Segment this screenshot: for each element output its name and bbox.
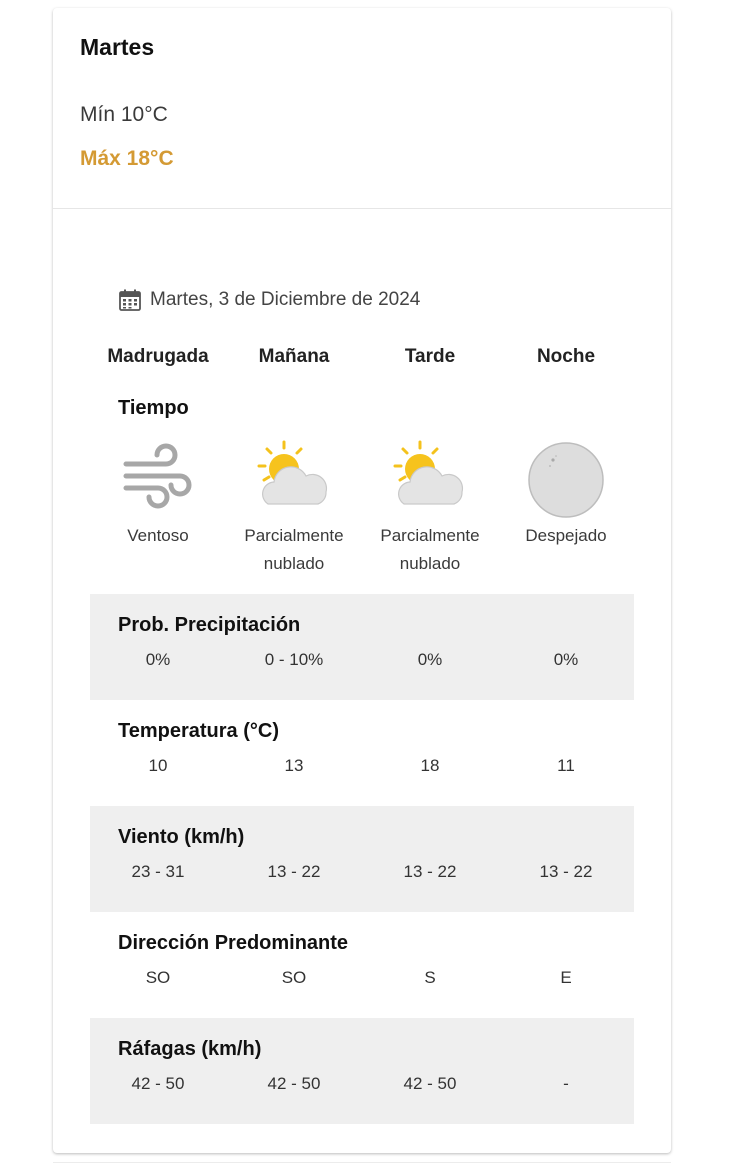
weather-conditions — [90, 434, 634, 584]
row-value: 0% — [417, 650, 443, 669]
period-noche: Noche — [536, 346, 596, 367]
forecast-data-rows — [90, 594, 634, 1124]
row-temperature — [90, 700, 634, 806]
row-value: 13 - 22 — [539, 862, 593, 881]
row-wind — [90, 806, 634, 912]
row-value: 10 — [148, 756, 168, 775]
row-value: S — [424, 968, 436, 987]
min-temperature: Mín 10°C — [80, 103, 168, 126]
day-title: Martes — [80, 34, 155, 60]
row-value: 11 — [557, 756, 575, 775]
period-tarde: Tarde — [404, 346, 456, 367]
period-headers — [90, 346, 634, 376]
row-label: Ráfagas (km/h) — [118, 1038, 262, 1060]
day-summary[interactable] — [53, 8, 671, 209]
date-text: Martes, 3 de Diciembre de 2024 — [150, 289, 421, 310]
row-value: 42 - 50 — [267, 1074, 321, 1093]
row-value: 0 - 10% — [264, 650, 324, 669]
row-value: SO — [281, 968, 307, 987]
row-wind-direction — [90, 912, 634, 1018]
row-value: 0% — [553, 650, 579, 669]
row-label: Dirección Predominante — [118, 932, 349, 954]
row-value: 13 - 22 — [267, 862, 321, 881]
row-value: 42 - 50 — [403, 1074, 457, 1093]
row-value: 13 - 22 — [403, 862, 457, 881]
moon-icon — [526, 438, 606, 518]
weather-desc: Parcialmente nublado — [244, 526, 344, 573]
weather-desc: Parcialmente nublado — [380, 526, 480, 573]
weather-label: Tiempo — [118, 397, 189, 419]
row-value: 13 — [284, 756, 304, 775]
row-label: Viento (km/h) — [118, 826, 245, 848]
partly-cloudy-icon — [254, 438, 334, 518]
row-label: Temperatura (°C) — [118, 720, 279, 742]
weather-madrugada — [90, 434, 226, 584]
weather-tarde — [362, 434, 498, 584]
weather-desc: Ventoso — [127, 526, 189, 545]
wind-icon — [118, 438, 198, 518]
row-precipitation — [90, 594, 634, 700]
period-madrugada: Madrugada — [107, 346, 209, 367]
max-temperature: Máx 18°C — [80, 147, 174, 170]
row-value: E — [560, 968, 572, 987]
row-value: 0% — [145, 650, 171, 669]
weather-noche — [498, 434, 634, 584]
day-forecast-card — [53, 8, 671, 1153]
forecast-date — [118, 287, 420, 313]
row-value: 42 - 50 — [131, 1074, 185, 1093]
row-value: SO — [145, 968, 171, 987]
next-card-edge — [53, 1162, 671, 1163]
weather-desc: Despejado — [525, 526, 607, 545]
weather-manana — [226, 434, 362, 584]
row-value: 23 - 31 — [131, 862, 185, 881]
row-value: 18 — [420, 756, 440, 775]
partly-cloudy-icon — [390, 438, 470, 518]
period-manana: Mañana — [258, 346, 330, 367]
row-value: - — [563, 1074, 569, 1093]
calendar-icon — [118, 288, 142, 312]
row-label: Prob. Precipitación — [118, 614, 301, 636]
row-gusts — [90, 1018, 634, 1124]
